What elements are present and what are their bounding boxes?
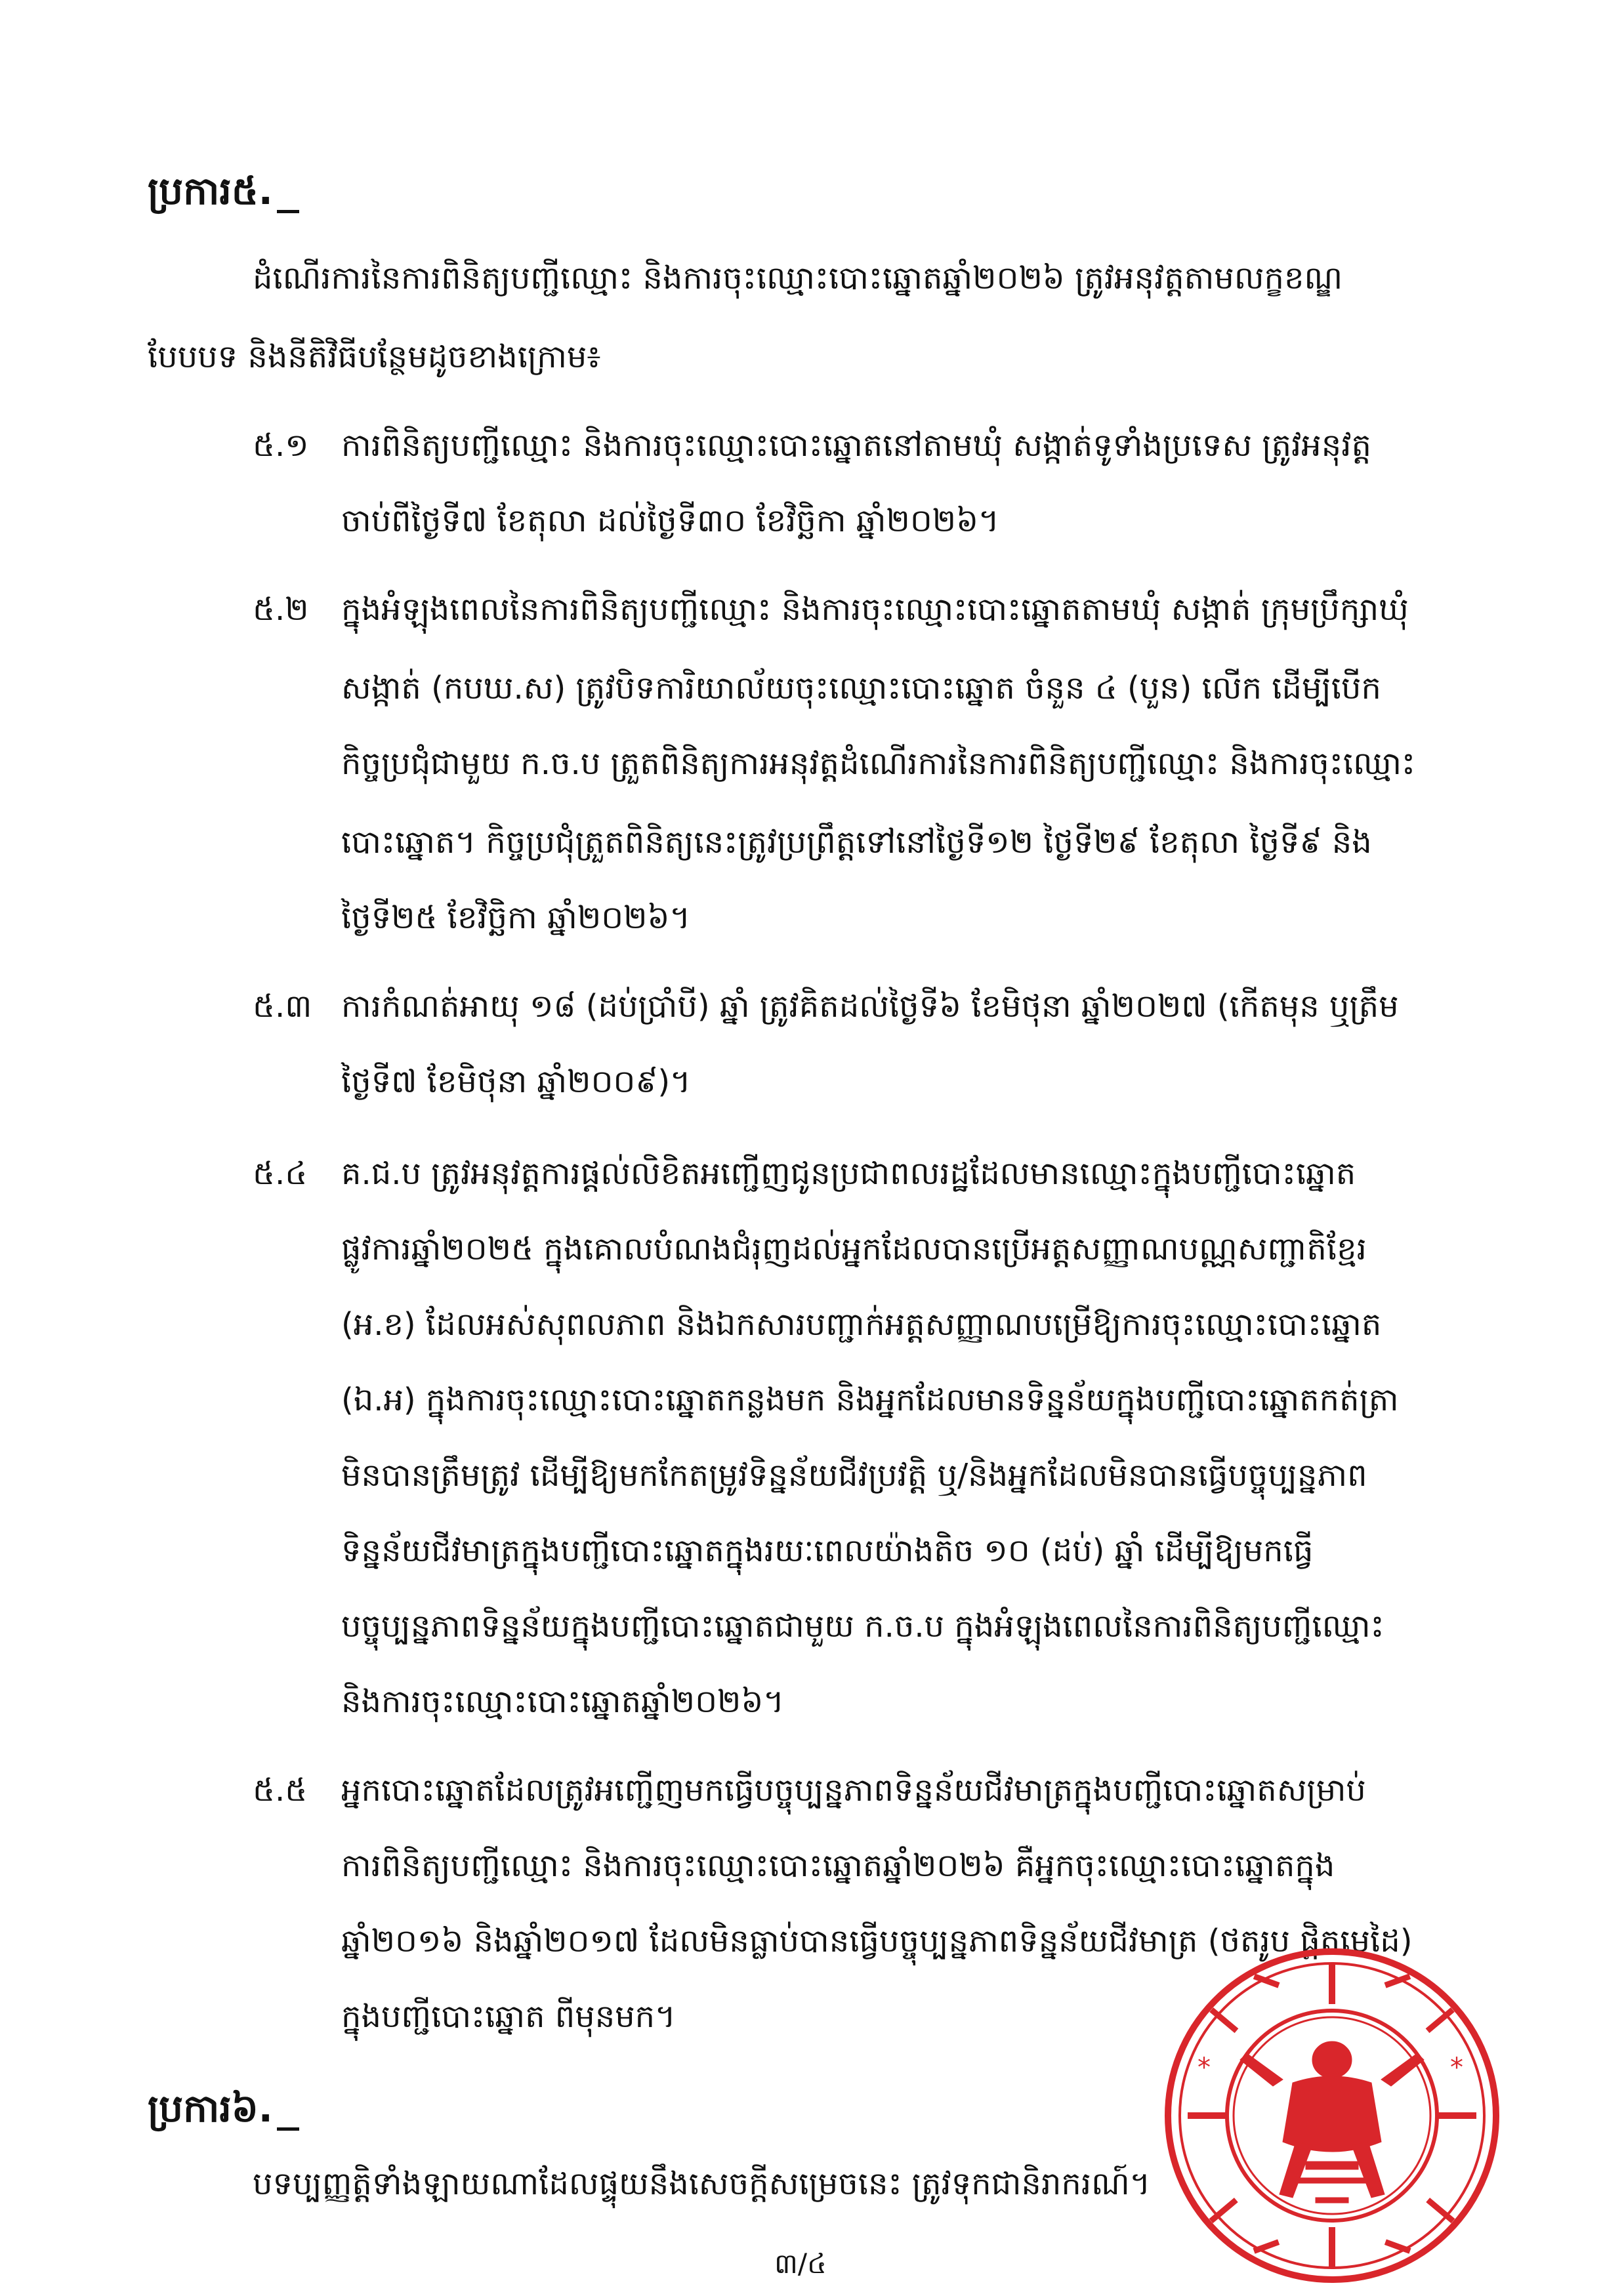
item-5-2-number: ៥.២ [253,591,309,628]
official-seal [1161,1945,1503,2286]
item-5-4-line-4: (ឯ.អ) ក្នុងការចុះឈ្មោះបោះឆ្នោតកន្លងមក និងអ្នកដែលមានទិន្នន័យក្នុងបញ្ជីបោះឆ្នោតកត់ត្រា [341,1382,1399,1418]
item-5-2-line-4: បោះឆ្នោត។ កិច្ចប្រជុំត្រួតពិនិត្យនេះត្រូវប្រព្រឹត្តទៅនៅថ្ងៃទី១២ ថ្ងៃទី២៩ ខែតុលា ថ្ងៃទី៩ និង [341,824,1372,861]
item-5-1-number: ៥.១ [253,427,309,464]
intro-line-2: បែបបទ និងនីតិវិធីបន្ថែមដូចខាងក្រោម៖ [148,338,601,375]
item-5-4-number: ៥.៤ [253,1155,308,1192]
item-5-5-number: ៥.៥ [253,1772,308,1809]
item-5-1-line-2: ចាប់ពីថ្ងៃទី៧ ខែតុលា ដល់ថ្ងៃទី៣០ ខែវិច្ឆិកា ឆ្នាំ២០២៦។ [341,502,999,539]
item-5-3-number: ៥.៣ [253,988,312,1025]
svg-text:*: * [1450,2053,1463,2083]
article-6-heading [148,2086,299,2131]
page-number: ៣/៤ [774,2247,827,2280]
item-5-5-line-4: ក្នុងបញ្ជីបោះឆ្នោត ពីមុនមក។ [341,1998,676,2035]
item-5-3-line-2: ថ្ងៃទី៧ ខែមិថុនា ឆ្នាំ២០០៩)។ [341,1063,691,1100]
item-5-1-line-1: ការពិនិត្យបញ្ជីឈ្មោះ និងការចុះឈ្មោះបោះឆ្នោតនៅតាមឃុំ សង្កាត់ទូទាំងប្រទេស ត្រូវអនុវត្ត [341,427,1371,464]
article-5-heading-text: ប្រការ៥. [148,169,273,213]
item-5-2-line-5: ថ្ងៃទី២៥ ខែវិច្ឆិកា ឆ្នាំ២០២៦។ [341,899,691,936]
item-5-2-line-3: កិច្ចប្រជុំជាមួយ ក.ច.ប ត្រួតពិនិត្យការអនុវត្តដំណើរការនៃការពិនិត្យបញ្ជីឈ្មោះ និងការចុះឈ្មោះ [341,745,1415,782]
article-5-heading [148,169,299,213]
item-5-4-line-3: (អ.ខ) ដែលអស់សុពលភាព និងឯកសារបញ្ជាក់អត្តសញ្ញាណបម្រើឱ្យការចុះឈ្មោះបោះឆ្នោត [341,1306,1382,1343]
svg-text:*: * [1197,2053,1211,2083]
article-6-heading-text: ប្រការ៦. [148,2086,273,2131]
item-5-5-line-3: ឆ្នាំ២០១៦ និងឆ្នាំ២០១៧ ដែលមិនធ្លាប់បានធ្វើបច្ចុប្បន្នភាពទិន្នន័យជីវមាត្រ (ថតរូប ផ្តិតមេដៃ) [341,1923,1413,1959]
item-5-3-line-1: ការកំណត់អាយុ ១៨ (ដប់ប្រាំបី) ឆ្នាំ ត្រូវគិតដល់ថ្ងៃទី៦ ខែមិថុនា ឆ្នាំ២០២៧ (កើតមុន ឬត្រឹម [341,988,1399,1025]
item-5-4-line-5: មិនបានត្រឹមត្រូវ ដើម្បីឱ្យមកកែតម្រូវទិន្នន័យជីវប្រវត្តិ ឬ/និងអ្នកដែលមិនបានធ្វើបច្ចុប្បន្នភាព [341,1457,1367,1494]
heading-dash [277,210,299,213]
item-5-2-line-2: សង្កាត់ (កបឃ.ស) ត្រូវបិទការិយាល័យចុះឈ្មោះបោះឆ្នោត ចំនួន ៤ (បួន) លើក ដើម្បីបើក [341,670,1381,707]
heading-dash [277,2127,299,2131]
item-5-4-line-2: ផ្លូវការឆ្នាំ២០២៥ ក្នុងគោលបំណងជំរុញដល់អ្នកដែលបានប្រើអត្តសញ្ញាណបណ្ណសញ្ជាតិខ្មែរ [341,1231,1367,1267]
item-5-5-line-2: ការពិនិត្យបញ្ជីឈ្មោះ និងការចុះឈ្មោះបោះឆ្នោតឆ្នាំ២០២៦ គឺអ្នកចុះឈ្មោះបោះឆ្នោតក្នុង [341,1847,1335,1884]
item-5-4-line-8: និងការចុះឈ្មោះបោះឆ្នោតឆ្នាំ២០២៦។ [341,1683,784,1720]
article-6-text: បទប្បញ្ញត្តិទាំងឡាយណាដែលផ្ទុយនឹងសេចក្តីសម្រេចនេះ ត្រូវទុកជានិរាករណ៍។ [253,2165,1151,2202]
item-5-4-line-7: បច្ចុប្បន្នភាពទិន្នន័យក្នុងបញ្ជីបោះឆ្នោតជាមួយ ក.ច.ប ក្នុងអំឡុងពេលនៃការពិនិត្យបញ្ជីឈ្មោះ [341,1608,1385,1645]
item-5-4-line-6: ទិន្នន័យជីវមាត្រក្នុងបញ្ជីបោះឆ្នោតក្នុងរយៈពេលយ៉ាងតិច ១០ (ដប់) ឆ្នាំ ដើម្បីឱ្យមកធ្វើ [341,1532,1314,1569]
item-5-5-line-1: អ្នកបោះឆ្នោតដែលត្រូវអញ្ជើញមកធ្វើបច្ចុប្បន្នភាពទិន្នន័យជីវមាត្រក្នុងបញ្ជីបោះឆ្នោតសម្រាប់ [341,1772,1366,1809]
seal-emblem [1240,2041,1424,2203]
item-5-2-line-1: ក្នុងអំឡុងពេលនៃការពិនិត្យបញ្ជីឈ្មោះ និងការចុះឈ្មោះបោះឆ្នោតតាមឃុំ សង្កាត់ ក្រុមប្រឹក្សាឃុំ [341,591,1409,628]
item-5-4-line-1: គ.ជ.ប ត្រូវអនុវត្តការផ្ដល់លិខិតអញ្ជើញជូនប្រជាពលរដ្ឋដែលមានឈ្មោះក្នុងបញ្ជីបោះឆ្នោត [341,1155,1356,1192]
intro-line-1: ដំណើរការនៃការពិនិត្យបញ្ជីឈ្មោះ និងការចុះឈ្មោះបោះឆ្នោតឆ្នាំ២០២៦ ត្រូវអនុវត្តតាមលក្ខខណ្ឌ [253,260,1343,297]
